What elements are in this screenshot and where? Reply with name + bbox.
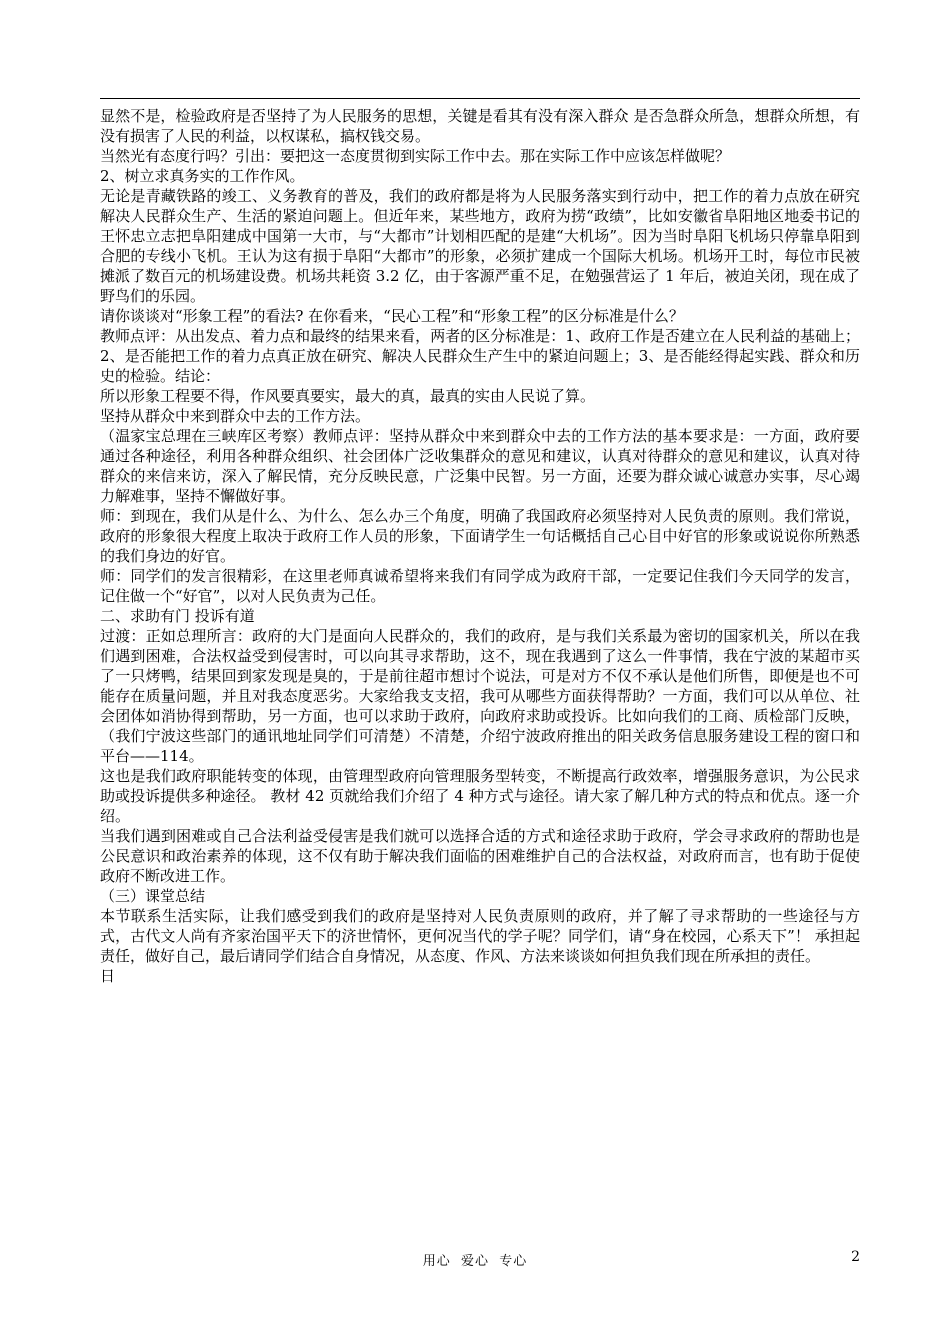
paragraph: 显然不是，检验政府是否坚持了为人民服务的思想，关键是看其有没有深入群众 是否急群众所急，想群众所想，有没有损害了人民的利益，以权谋私，搞权钱交易。 xyxy=(100,107,860,145)
footer-motto: 用心 爱心 专心 xyxy=(422,1254,528,1269)
paragraph: 本节联系生活实际，让我们感受到我们的政府是坚持对人民负责原则的政府，并了解了寻求帮助的一些途径与方式，古代文人尚有齐家治国平天下的济世情怀，更何况当代的学子呢？同学们，请“身在校园，心系天下”！ 承担起责任，做好自己，最后请同学们结合自身情况，从态度、作风、方法来谈谈如何担负我们现在所承担的责任。 xyxy=(100,907,860,965)
section-heading: 二、求助有门 投诉有道 xyxy=(100,607,255,625)
paragraph: 请你谈谈对“形象工程”的看法? 在你看来，“民心工程”和“形象工程”的区分标准是什么？ xyxy=(100,307,684,325)
paragraph: （温家宝总理在三峡库区考察）教师点评：坚持从群众中来到群众中去的工作方法的基本要求是：一方面，政府要通过各种途径，利用各种群众组织、社会团体广泛收集群众的意见和建议，认真对待群众的意见和建议，认真对待群众的来信来访，深入了解民情，充分反映民意，广泛集中民智。另一方面，还要为群众诚心诚意办实事，尽心竭力解难事，坚持不懈做好事。 xyxy=(100,427,860,505)
paragraph: 所以形象工程要不得，作风要真要实，最大的真，最真的实由人民说了算。 xyxy=(100,387,596,405)
paragraph: 教师点评：从出发点、着力点和最终的结果来看，两者的区分标准是：1、政府工作是否建立在人民利益的基础上；2、是否能把工作的着力点真正放在研究、解决人民群众生产生中的紧迫问题上；3、是否能经得起实践、群众和历史的检验。结论： xyxy=(100,327,860,385)
header-rule xyxy=(100,98,860,99)
paragraph: 无论是青藏铁路的竣工、义务教育的普及，我们的政府都是将为人民服务落实到行动中，把工作的着力点放在研究解决人民群众生产、生活的紧迫问题上。但近年来，某些地方，政府为捞“政绩”，比如安徽省阜阳地区地委书记的王怀忠立志把阜阳建成中国第一大市，与“大都市”计划相匹配的是建“大机场”。因为当时阜阳飞机场只停靠阜阳到合肥的专线小飞机。王认为这有损于阜阳“大都市”的形象，必须扩建成一个国际大机场。机场开工时，每位市民被摊派了数百元的机场建设费。机场共耗资 3.2 亿，由于客源严重不足，在勉强营运了 1 年后，被迫关闭，现在成了野鸟们的乐园。 xyxy=(100,187,860,305)
paragraph: 当然光有态度行吗？引出：要把这一态度贯彻到实际工作中去。那在实际工作中应该怎样做呢？ xyxy=(100,147,731,165)
paragraph: 坚持从群众中来到群众中去的工作方法。 xyxy=(100,407,371,425)
paragraph: 日 xyxy=(100,967,116,985)
paragraph: 师：到现在，我们从是什么、为什么、怎么办三个角度，明确了我国政府必须坚持对人民负责的原则。我们常说，政府的形象很大程度上取决于政府工作人员的形象，下面请学生一句话概括自己心目中好官的形象或说说你所熟悉的我们身边的好官。 xyxy=(100,507,860,565)
paragraph: 当我们遇到困难或自己合法利益受侵害是我们就可以选择合适的方式和途径求助于政府，学会寻求政府的帮助也是公民意识和政治素养的体现，这不仅有助于解决我们面临的困难维护自己的合法权益，对政府而言，也有助于促使政府不断改进工作。 xyxy=(100,827,860,885)
section-heading: （三）课堂总结 xyxy=(100,887,206,905)
section-heading: 2、树立求真务实的工作作风。 xyxy=(100,167,305,185)
paragraph: 师：同学们的发言很精彩，在这里老师真诚希望将来我们有同学成为政府干部，一定要记住我们今天同学的发言，记住做一个“好官”，以对人民负责为己任。 xyxy=(100,567,860,605)
paragraph: 这也是我们政府职能转变的体现，由管理型政府向管理服务型转变，不断提高行政效率，增强服务意识，为公民求助或投诉提供多种途径。 教材 42 页就给我们介绍了 4 种方式与途径。请大家了解几种方式的特点和优点。逐一介绍。 xyxy=(100,767,860,825)
page-number: 2 xyxy=(851,1249,860,1265)
document-body xyxy=(100,106,860,986)
paragraph: 过渡：正如总理所言：政府的大门是面向人民群众的，我们的政府，是与我们关系最为密切的国家机关，所以在我们遇到困难，合法权益受到侵害时，可以向其寻求帮助，这不，现在我遇到了这么一件事情，我在宁波的某超市买了一只烤鸭，结果回到家发现是臭的，于是前往超市想讨个说法，可是对方不仅不承认是他们所售，即便是也不可能存在质量问题，并且对我态度恶劣。大家给我支支招，我可从哪些方面获得帮助？一方面，我们可以从单位、社会团体如消协得到帮助，另一方面，也可以求助于政府，向政府求助或投诉。比如向我们的工商、质检部门反映，（我们宁波这些部门的通讯地址同学们可清楚）不清楚，介绍宁波政府推出的阳关政务信息服务建设工程的窗口和平台——114。 xyxy=(100,627,860,765)
